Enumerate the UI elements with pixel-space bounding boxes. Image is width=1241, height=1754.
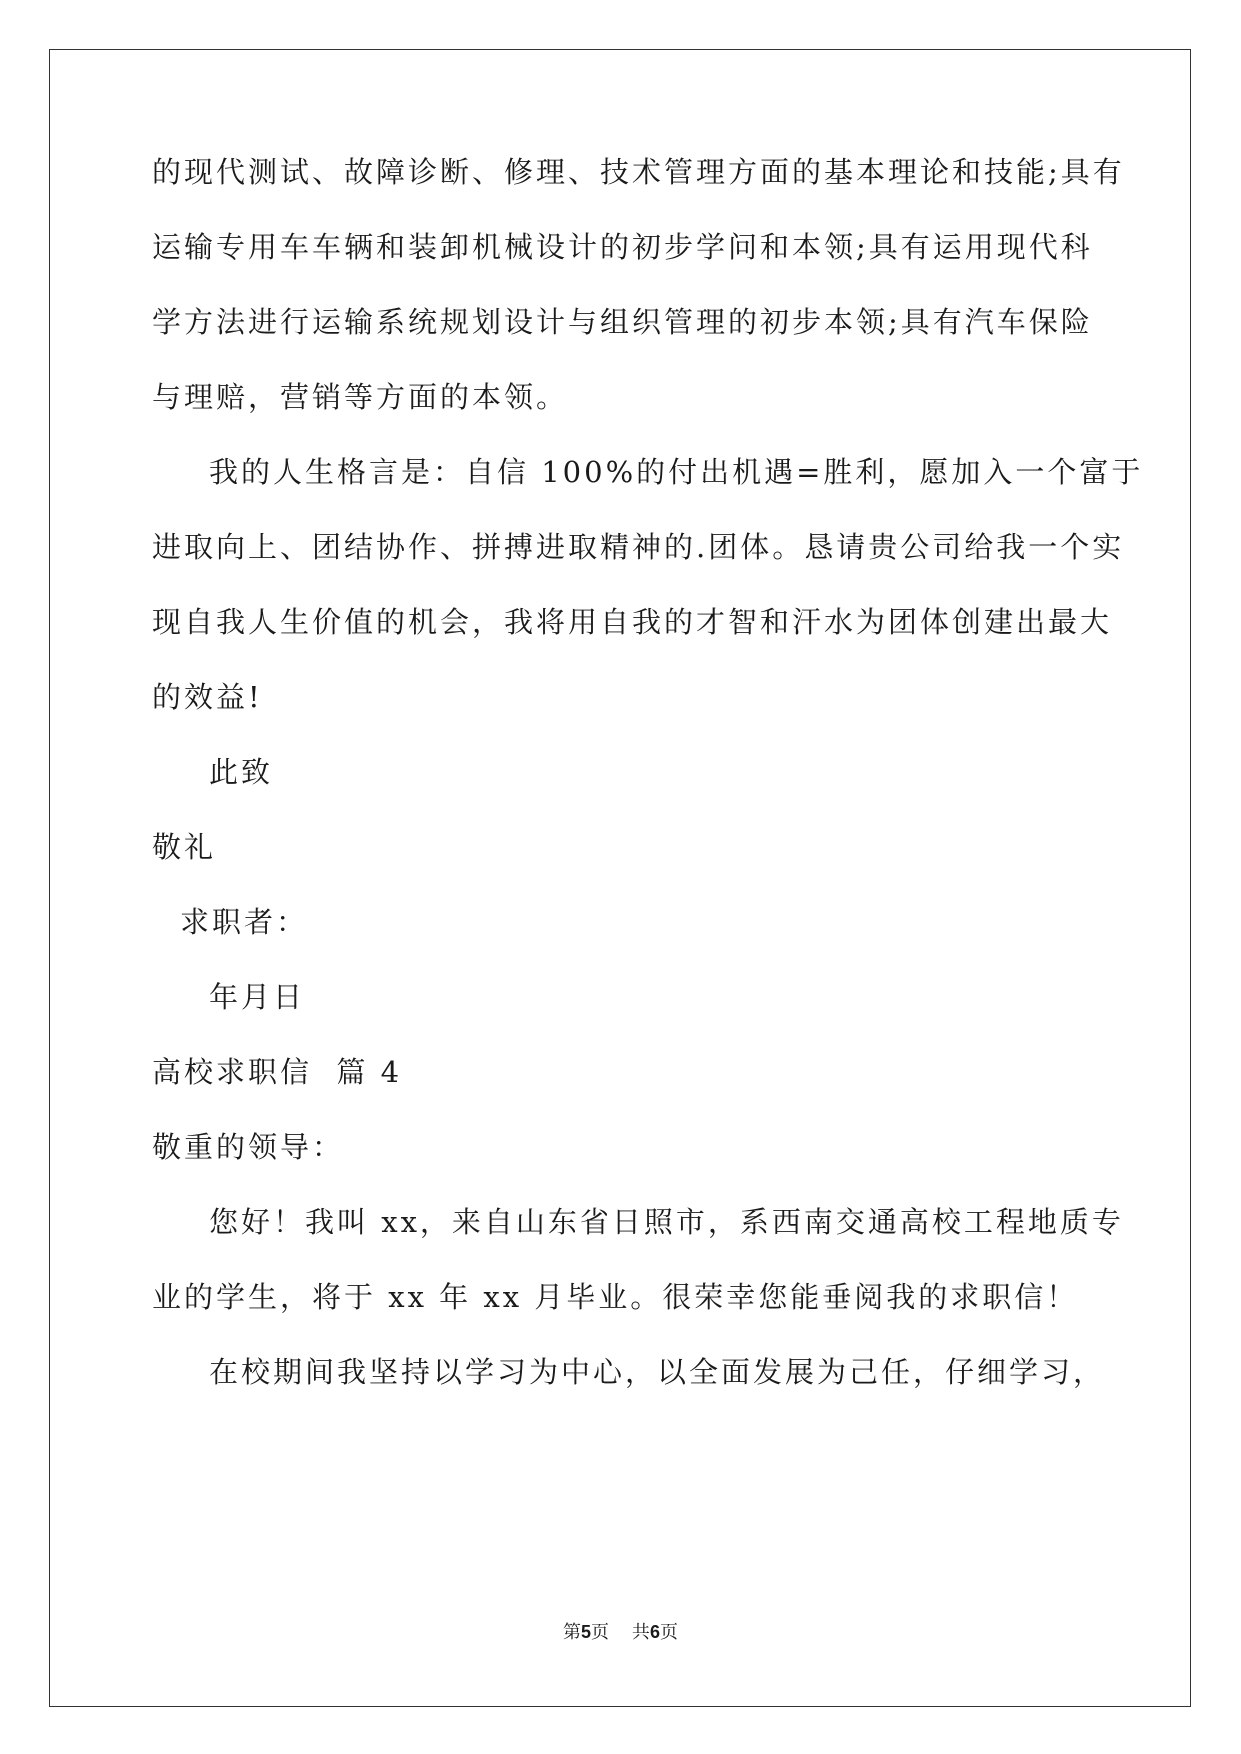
footer-mid: 页 共 <box>591 1622 650 1643</box>
date-label: 年月日 <box>209 980 306 1014</box>
greeting: 敬重的领导： <box>152 1130 345 1164</box>
section-heading: 高校求职信 篇 4 <box>152 1055 403 1089</box>
paragraph-line: 我的人生格言是：自信 100%的付出机遇=胜利，愿加入一个富于 <box>209 455 1144 489</box>
paragraph-line: 与理赔，营销等方面的本领。 <box>152 380 569 414</box>
paragraph-line: 学方法进行运输系统规划设计与组织管理的初步本领;具有汽车保险 <box>152 305 1093 339</box>
footer-suffix: 页 <box>659 1622 678 1643</box>
current-page-number: 5 <box>581 1622 592 1642</box>
footer-prefix: 第 <box>563 1622 582 1643</box>
signature-label: 求职者： <box>180 905 309 939</box>
paragraph-line: 进取向上、团结协作、拼搏进取精神的.团体。恳请贵公司给我一个实 <box>152 530 1125 564</box>
paragraph-line: 现自我人生价值的机会，我将用自我的才智和汗水为团体创建出最大 <box>152 605 1113 639</box>
paragraph-line: 运输专用车车辆和装卸机械设计的初步学问和本领;具有运用现代科 <box>152 230 1093 264</box>
total-page-number: 6 <box>649 1622 660 1642</box>
paragraph-line: 的现代测试、故障诊断、修理、技术管理方面的基本理论和技能;具有 <box>152 155 1125 189</box>
closing-respect: 敬礼 <box>152 830 217 864</box>
page-border <box>49 49 1191 1707</box>
page-footer <box>0 1620 1241 1645</box>
paragraph-line: 业的学生，将于 xx 年 xx 月毕业。很荣幸您能垂阅我的求职信！ <box>152 1280 1079 1314</box>
closing-salutation: 此致 <box>209 755 274 789</box>
paragraph-line: 的效益! <box>152 680 263 714</box>
paragraph-line: 在校期间我坚持以学习为中心，以全面发展为己任，仔细学习， <box>209 1355 1106 1389</box>
paragraph-line: 您好！我叫 xx，来自山东省日照市，系西南交通高校工程地质专 <box>209 1205 1124 1239</box>
